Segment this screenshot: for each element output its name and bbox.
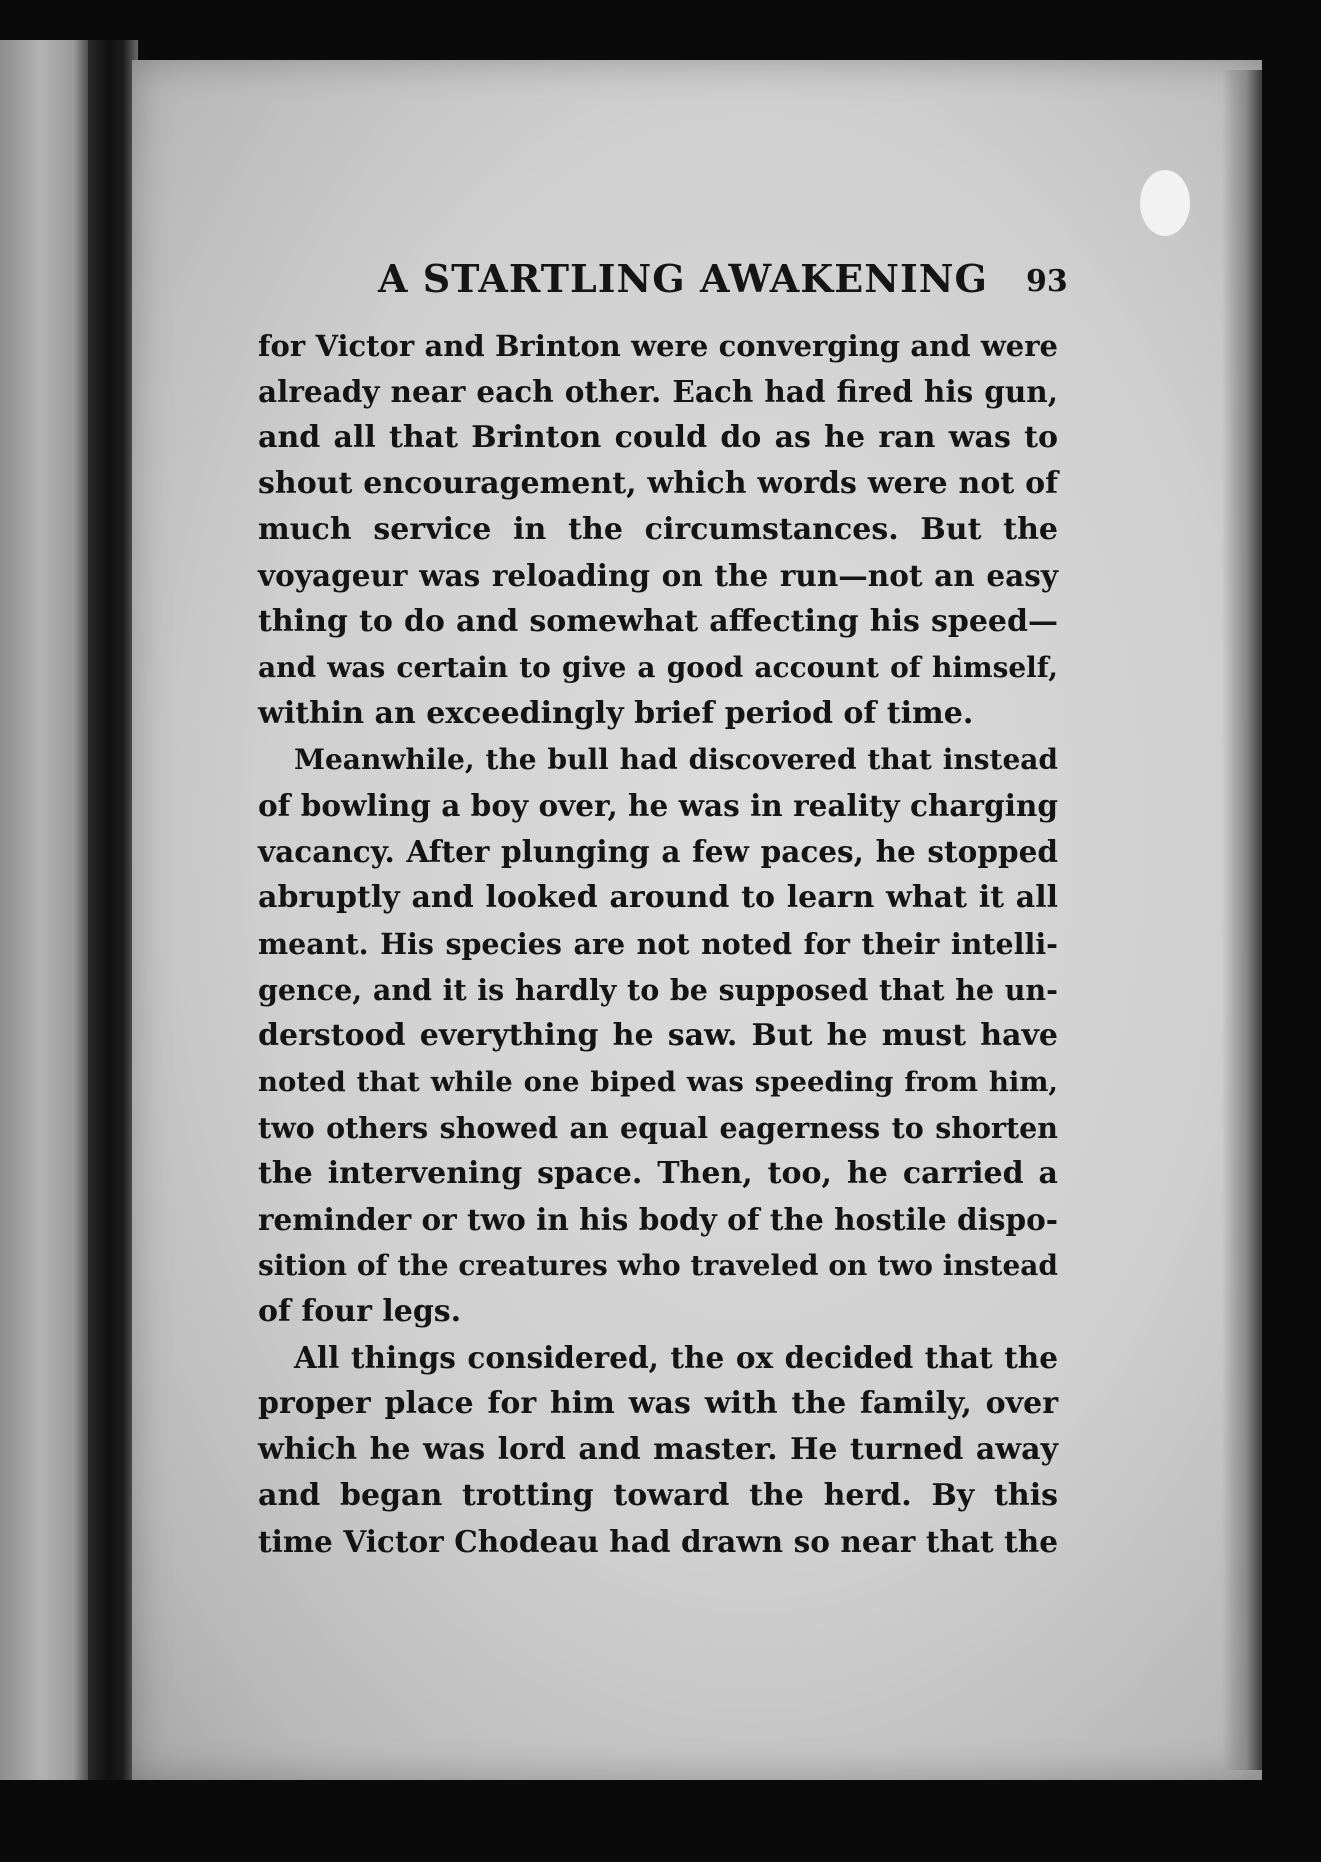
- text-line: two others showed an equal eagerness to shorten: [258, 1111, 1058, 1145]
- body-text: [258, 323, 1058, 1565]
- page-number: 93: [1026, 264, 1068, 299]
- text-line: gence, and it is hardly to be supposed that he un-: [258, 973, 1058, 1007]
- text-line: sition of the creatures who traveled on two instead: [258, 1249, 1058, 1282]
- running-head-title: A STARTLING AWAKENING: [378, 256, 988, 301]
- text-line: abruptly and looked around to learn what it all: [258, 880, 1058, 915]
- text-line: the intervening space. Then, too, he carried a: [258, 1156, 1058, 1191]
- text-line: of bowling a boy over, he was in reality charging: [258, 788, 1058, 823]
- page-right-edge: [1222, 70, 1262, 1770]
- text-line: vacancy. After plunging a few paces, he stopped: [258, 834, 1058, 869]
- text-line: reminder or two in his body of the hostile dispo-: [258, 1202, 1058, 1237]
- text-line: and all that Brinton could do as he ran was to: [258, 420, 1058, 455]
- text-line: and began trotting toward the herd. By this: [258, 1478, 1058, 1513]
- running-head: [270, 252, 1070, 312]
- paragraph-start-line: All things considered, the ox decided that the: [294, 1340, 1058, 1375]
- text-line: proper place for him was with the family, over: [258, 1386, 1058, 1421]
- text-line: for Victor and Brinton were converging and were: [258, 329, 1058, 363]
- book-gutter: [88, 40, 138, 1780]
- left-page-edge: [0, 40, 92, 1780]
- text-line: time Victor Chodeau had drawn so near that the: [258, 1524, 1058, 1559]
- text-line: noted that while one biped was speeding from him,: [258, 1066, 1058, 1098]
- paragraph-start-line: Meanwhile, the bull had discovered that instead: [294, 743, 1058, 776]
- text-line: shout encouragement, which words were not of: [258, 466, 1058, 501]
- text-line: derstood everything he saw. But he must have: [258, 1018, 1058, 1053]
- text-line: thing to do and somewhat affecting his speed—: [258, 604, 1058, 639]
- text-line: and was certain to give a good account of himself,: [258, 651, 1058, 684]
- text-line: voyageur was reloading on the run—not an easy: [258, 558, 1058, 593]
- text-line: meant. His species are not noted for their intelli-: [258, 927, 1058, 961]
- text-line: already near each other. Each had fired his gun,: [258, 374, 1058, 409]
- page-blemish: [1140, 170, 1190, 236]
- text-line: which he was lord and master. He turned away: [258, 1432, 1058, 1467]
- text-line: of four legs.: [258, 1294, 462, 1329]
- text-line: much service in the circumstances. But the: [258, 512, 1058, 547]
- text-line: within an exceedingly brief period of time.: [258, 696, 974, 731]
